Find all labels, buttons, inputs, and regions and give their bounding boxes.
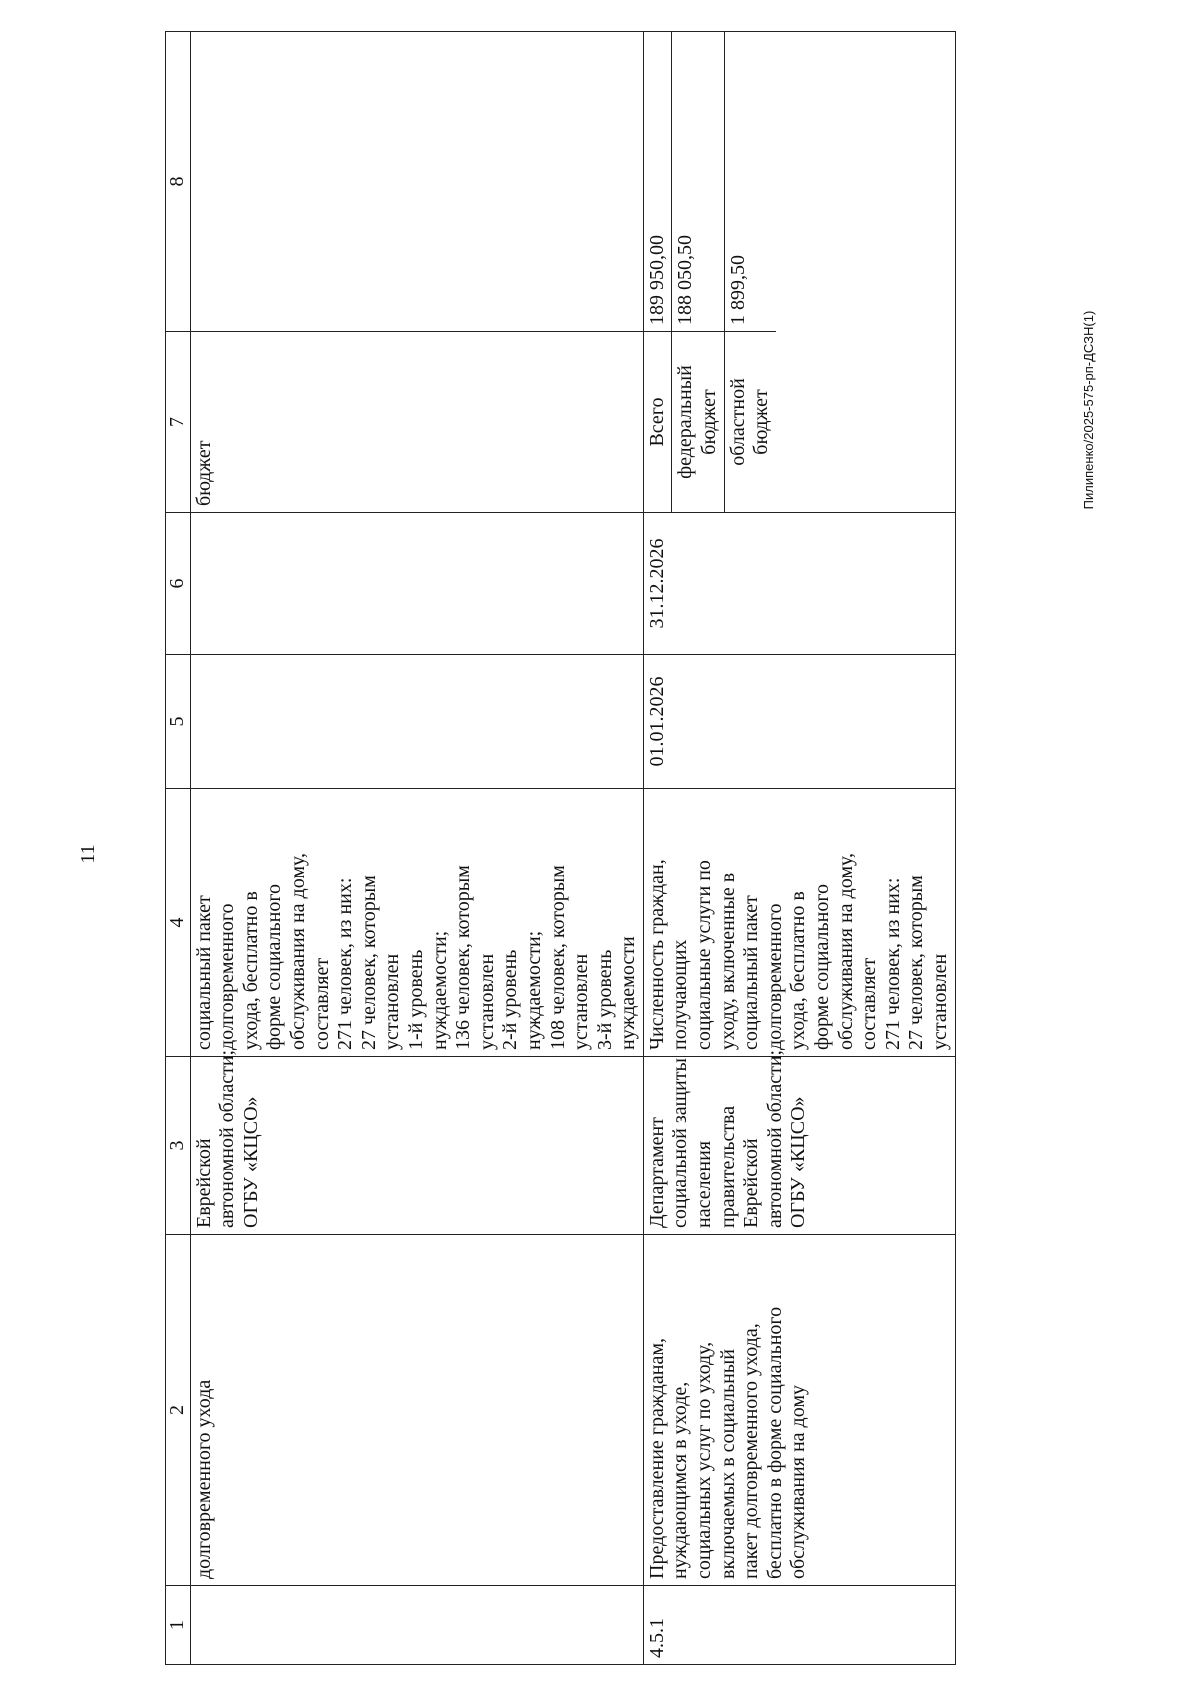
col-header-1: 1 (166, 1586, 191, 1665)
row1-start-date (190, 655, 643, 789)
row2-number: 4.5.1 (643, 1586, 955, 1665)
text-line: нуждаемости; (428, 930, 451, 1050)
row1-executor (190, 1049, 643, 1235)
text-line: Численность граждан, (645, 859, 668, 1050)
financing-amount-federal: 188 050,50 (672, 32, 724, 332)
text-line: 27 человек, которым (357, 875, 380, 1050)
financing-row (724, 32, 776, 512)
text-line: обслуживания на дому, (834, 853, 857, 1050)
text-line: ОГБУ «КЦСО» (239, 1096, 262, 1228)
text-line: бесплатно в форме социального (763, 1306, 786, 1579)
text-line: автономной области; (763, 1049, 786, 1228)
text-line: социальной защиты (669, 1058, 692, 1228)
text-line: установлен (929, 953, 951, 1050)
text-line: долговременного (216, 903, 239, 1050)
text-line: 27 человек, которым (905, 875, 928, 1050)
text-line: 1-й уровень (404, 949, 427, 1050)
text-line: установлен (381, 953, 404, 1050)
financing-table (644, 32, 776, 512)
text-line: 271 человек, из них: (881, 877, 904, 1050)
text-line: нуждаемости; (522, 930, 545, 1050)
text-line: нуждаемости (617, 936, 640, 1050)
page-number: 11 (77, 844, 99, 864)
financing-budget-regional (724, 332, 776, 513)
text-line: социальный пакет (740, 895, 763, 1050)
text-line: ОГБУ «КЦСО» (787, 1096, 810, 1228)
row1-end-date (190, 513, 643, 655)
footer-document-code: Пилипенко/2025-575-рп-ДСЗН(1) (1081, 310, 1096, 510)
text-line: 271 человек, из них: (334, 877, 357, 1050)
text-line: 3-й уровень (593, 949, 616, 1050)
financing-amount-total: 189 950,00 (644, 32, 672, 332)
financing-amount-regional: 1 899,50 (726, 255, 749, 325)
text-line: получающих (669, 939, 692, 1050)
text-line: долговременного (763, 903, 786, 1050)
text-line: ухода, бесплатно в (787, 891, 810, 1050)
text-line: 136 человек, которым (452, 865, 475, 1050)
row1-budget: бюджет (190, 332, 643, 513)
text-line: бюджет (698, 389, 721, 455)
text-line: уходу, включенные в (716, 872, 739, 1050)
text-line: обслуживания на дому, (286, 853, 309, 1050)
text-line: 2-й уровень (499, 949, 522, 1050)
text-line: пакет долговременного ухода, (740, 1323, 763, 1579)
text-line: установлен (475, 953, 498, 1050)
header-row (166, 32, 191, 1665)
col-header-3: 3 (166, 1057, 191, 1235)
text-line: нуждающимся в уходе, (669, 1381, 692, 1579)
text-line: населения (693, 1140, 716, 1228)
row1-activity (190, 1235, 643, 1586)
text-line: автономной области; (216, 1049, 239, 1228)
text-line: правительства (716, 1105, 739, 1228)
text-line: ухода, бесплатно в (239, 891, 262, 1050)
text-line: социальных услуг по уходу, (693, 1341, 716, 1579)
text-line: областной (726, 378, 749, 466)
text-line: 108 человек, которым (546, 865, 569, 1050)
text-line: форме социального (263, 883, 286, 1050)
text-line: Департамент (645, 1117, 668, 1228)
text-line: социальный пакет (192, 895, 215, 1050)
row2-indicator (643, 789, 955, 1057)
col-header-6: 6 (166, 513, 191, 655)
text-line: Всего (645, 397, 668, 447)
table-row (643, 32, 955, 1665)
row2-executor (643, 1049, 955, 1235)
financing-budget-federal (672, 332, 724, 513)
table-row (190, 32, 643, 1665)
text-line: социальные услуги по (693, 860, 716, 1050)
row1-amount (190, 32, 643, 332)
text-line: Предоставление гражданам, (645, 1338, 668, 1579)
text-line: Еврейской (192, 1138, 215, 1228)
row2-financing (643, 32, 955, 513)
row2-activity (643, 1235, 955, 1586)
row2-start-date: 01.01.2026 (643, 655, 955, 789)
program-table (165, 31, 956, 1665)
row1-indicator (190, 789, 643, 1057)
text-line: установлен (570, 953, 593, 1050)
col-header-5: 5 (166, 655, 191, 789)
text-line: долговременного ухода (192, 1379, 215, 1579)
rotated-table-container (165, 40, 1090, 1665)
row1-number (190, 1586, 643, 1665)
text-line: бюджет (750, 389, 773, 455)
text-line: обслуживания на дому (787, 1385, 810, 1579)
text-line: составляет (858, 957, 881, 1050)
col-header-4: 4 (166, 789, 191, 1057)
text-line: включаемых в социальный (716, 1349, 739, 1579)
col-header-8: 8 (166, 32, 191, 332)
text-line: составляет (310, 957, 333, 1050)
col-header-2: 2 (166, 1235, 191, 1586)
text-line: федеральный (674, 365, 697, 479)
row2-end-date: 31.12.2026 (643, 513, 955, 655)
text-line: Еврейской (740, 1138, 763, 1228)
col-header-7: 7 (166, 332, 191, 513)
financing-row (644, 32, 672, 512)
text-line: форме социального (811, 883, 834, 1050)
financing-row (672, 32, 724, 512)
financing-budget-total (644, 332, 672, 513)
